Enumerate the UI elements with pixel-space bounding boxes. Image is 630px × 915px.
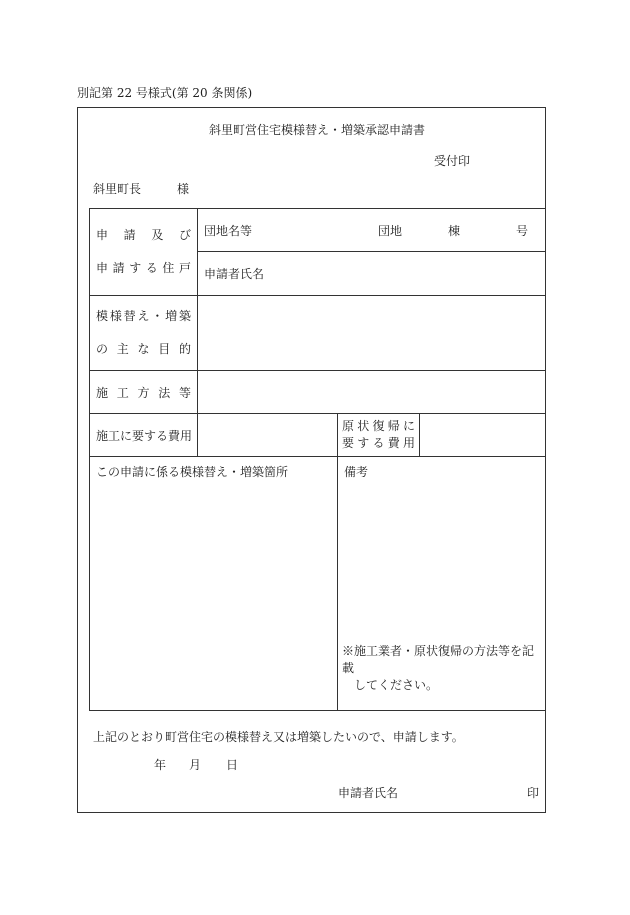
label-char: 様: [109, 309, 122, 323]
label-char: す: [357, 436, 370, 450]
remarks-field[interactable]: [338, 457, 546, 711]
seal-mark: 印: [527, 786, 540, 800]
label-char: の: [96, 342, 109, 356]
method-label: [90, 384, 197, 401]
cost-label: 施工に要する費用: [96, 428, 193, 443]
method-label-cell: [90, 371, 198, 414]
complex-name-label: 団地名等: [204, 224, 253, 238]
label-char: 戸: [178, 261, 191, 275]
restore-cost-field[interactable]: [420, 414, 546, 457]
purpose-label-line1: [90, 300, 197, 333]
applicant-name-cell[interactable]: [198, 252, 546, 296]
label-char: 替: [123, 309, 136, 323]
applicant-label-line2: [90, 252, 197, 285]
label-char: 請: [112, 261, 125, 275]
restore-cost-label-line2: [338, 435, 419, 452]
location-label: この申請に係る模様替え・増築箇所: [96, 465, 289, 479]
purpose-label-line2: [90, 333, 197, 366]
form-title: 斜里町営住宅模様替え・増築承認申請書: [209, 123, 426, 137]
label-char: 費: [387, 436, 400, 450]
label-char: 的: [178, 342, 191, 356]
label-char: び: [178, 228, 191, 242]
label-char: る: [372, 436, 385, 450]
label-char: 目: [158, 342, 171, 356]
number-unit: 号: [516, 224, 529, 238]
cost-field[interactable]: [198, 414, 338, 457]
remarks-label: 備考: [344, 465, 369, 479]
building-unit: 棟: [448, 224, 461, 238]
application-statement: 上記のとおり町営住宅の模様替え又は増築したいので、申請します。: [93, 730, 464, 744]
label-char: 帰: [387, 419, 400, 433]
remarks-note: [342, 643, 545, 694]
date-month: 月: [189, 758, 202, 772]
label-char: す: [129, 261, 142, 275]
label-char: 申: [96, 261, 109, 275]
addressee-name: 斜里町長: [93, 182, 142, 196]
restore-cost-label-line1: [338, 418, 419, 435]
label-char: に: [402, 419, 415, 433]
label-char: 工: [116, 385, 129, 400]
label-char: 施: [96, 385, 109, 400]
date-day: 日: [226, 758, 239, 772]
label-char: 申: [96, 228, 109, 242]
label-char: 法: [158, 385, 171, 400]
label-char: 及: [151, 228, 164, 242]
purpose-label: [90, 296, 198, 371]
addressee-honorific: 様: [177, 182, 190, 196]
label-char: 方: [137, 385, 150, 400]
label-char: 用: [402, 436, 415, 450]
label-char: る: [145, 261, 158, 275]
label-char: 住: [162, 261, 175, 275]
label-char: 主: [116, 342, 129, 356]
cost-label-cell: [90, 414, 198, 457]
label-char: 原: [342, 419, 355, 433]
application-table: [89, 208, 546, 711]
note-line2: してください。: [354, 678, 439, 692]
method-field[interactable]: [198, 371, 546, 414]
label-char: 請: [123, 228, 136, 242]
applicant-dwelling-label: [90, 209, 198, 296]
label-char: 状: [357, 419, 370, 433]
purpose-field[interactable]: [198, 296, 546, 371]
label-char: 要: [342, 436, 355, 450]
note-line1: ※施工業者・原状復帰の方法等を記載: [342, 644, 535, 675]
label-char: 築: [178, 309, 191, 323]
date-year: 年: [154, 758, 167, 772]
label-char: 模: [96, 309, 109, 323]
label-char: 増: [165, 309, 178, 323]
applicant-label-line1: [90, 219, 197, 252]
receipt-stamp-label: 受付印: [434, 154, 471, 168]
label-char: な: [137, 342, 150, 356]
label-char: え: [137, 309, 150, 323]
signature-label: 申請者氏名: [338, 786, 399, 800]
complex-unit: 団地: [378, 224, 403, 238]
label-char: ・: [151, 309, 164, 323]
restore-cost-label-cell: [338, 414, 420, 457]
complex-name-cell[interactable]: [198, 209, 546, 252]
label-char: 等: [178, 385, 191, 400]
form-number-label: 別記第 22 号様式(第 20 条関係): [77, 86, 253, 100]
label-char: 復: [372, 419, 385, 433]
location-field[interactable]: [90, 457, 338, 711]
applicant-name-label: 申請者氏名: [204, 267, 265, 281]
